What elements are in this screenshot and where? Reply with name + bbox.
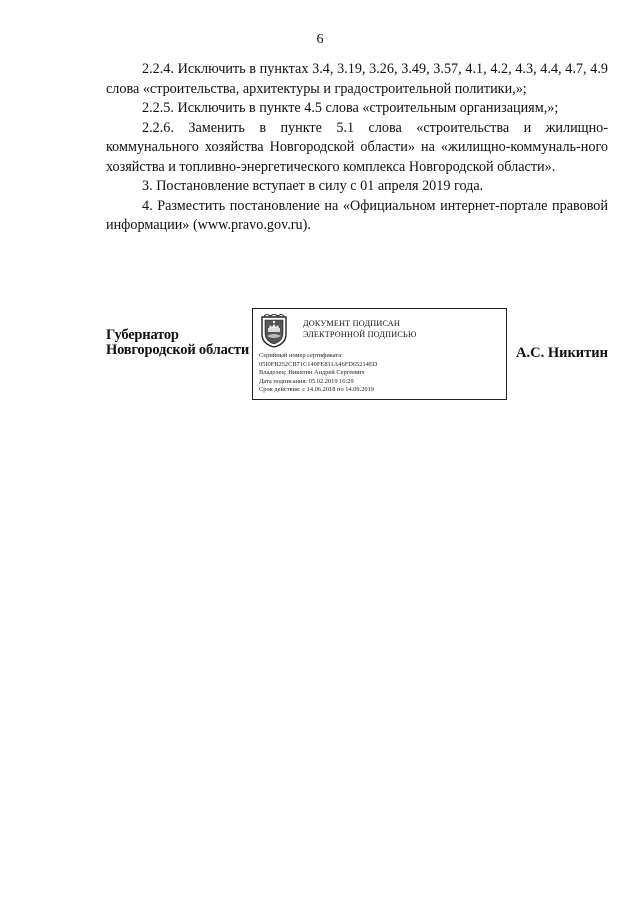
stamp-details [259, 352, 377, 395]
page-number: 6 [316, 32, 324, 47]
electronic-signature-stamp [252, 308, 507, 400]
paragraph-2-2-5: 2.2.5. Исключить в пункте 4.5 слова «строительным организациям,»; [142, 100, 559, 116]
signature-block [106, 308, 608, 408]
certificate-serial-label: Серийный номер сертификата: [259, 352, 343, 359]
paragraph-3: 3. Постановление вступает в силу с 01 апреля 2019 года. [142, 178, 484, 194]
signatory-position-line1: Губернатор [106, 327, 179, 343]
stamp-title-line1: ДОКУМЕНТ ПОДПИСАН [303, 319, 400, 328]
document-body [106, 60, 608, 236]
paragraph-2-2-4: 2.2.4. Исключить в пунктах 3.4, 3.19, 3.26, 3.49, 3.57, 4.1, 4.2, 4.3, 4.4, 4.7, 4.9 слова «строительства, архитектуры и градостроительной политики,»; [106, 61, 608, 97]
certificate-owner: Владелец: Никитин Андрей Сергеевич [259, 369, 365, 377]
paragraph-2-2-6: 2.2.6. Заменить в пункте 5.1 слова «строительства и жилищно-коммунального хозяйства Новгородской области» на «жилищно-коммуналь-ного хозяйства и топливно-энергетического комплекса Новгородской области». [106, 119, 608, 175]
signatory-name: А.С. Никитин [516, 345, 608, 361]
signatory-position [106, 328, 249, 358]
certificate-serial-value: 05I0FB252CB71C149FE811A46FD65214ED [259, 360, 378, 368]
signatory-position-line2: Новгородской области [106, 342, 249, 358]
stamp-title [303, 318, 503, 340]
paragraph-4: 4. Разместить постановление на «Официальном интернет-портале правовой информации» (www.pravo.gov.ru). [106, 197, 608, 233]
stamp-title-line2: ЭЛЕКТРОННОЙ ПОДПИСЬЮ [303, 330, 417, 339]
novgorod-coat-of-arms-icon [259, 314, 289, 348]
signing-date: Дата подписания: 05.02.2019 16:29 [259, 377, 354, 385]
certificate-validity: Срок действия: с 14.06.2018 по 14.09.2019 [259, 386, 375, 394]
